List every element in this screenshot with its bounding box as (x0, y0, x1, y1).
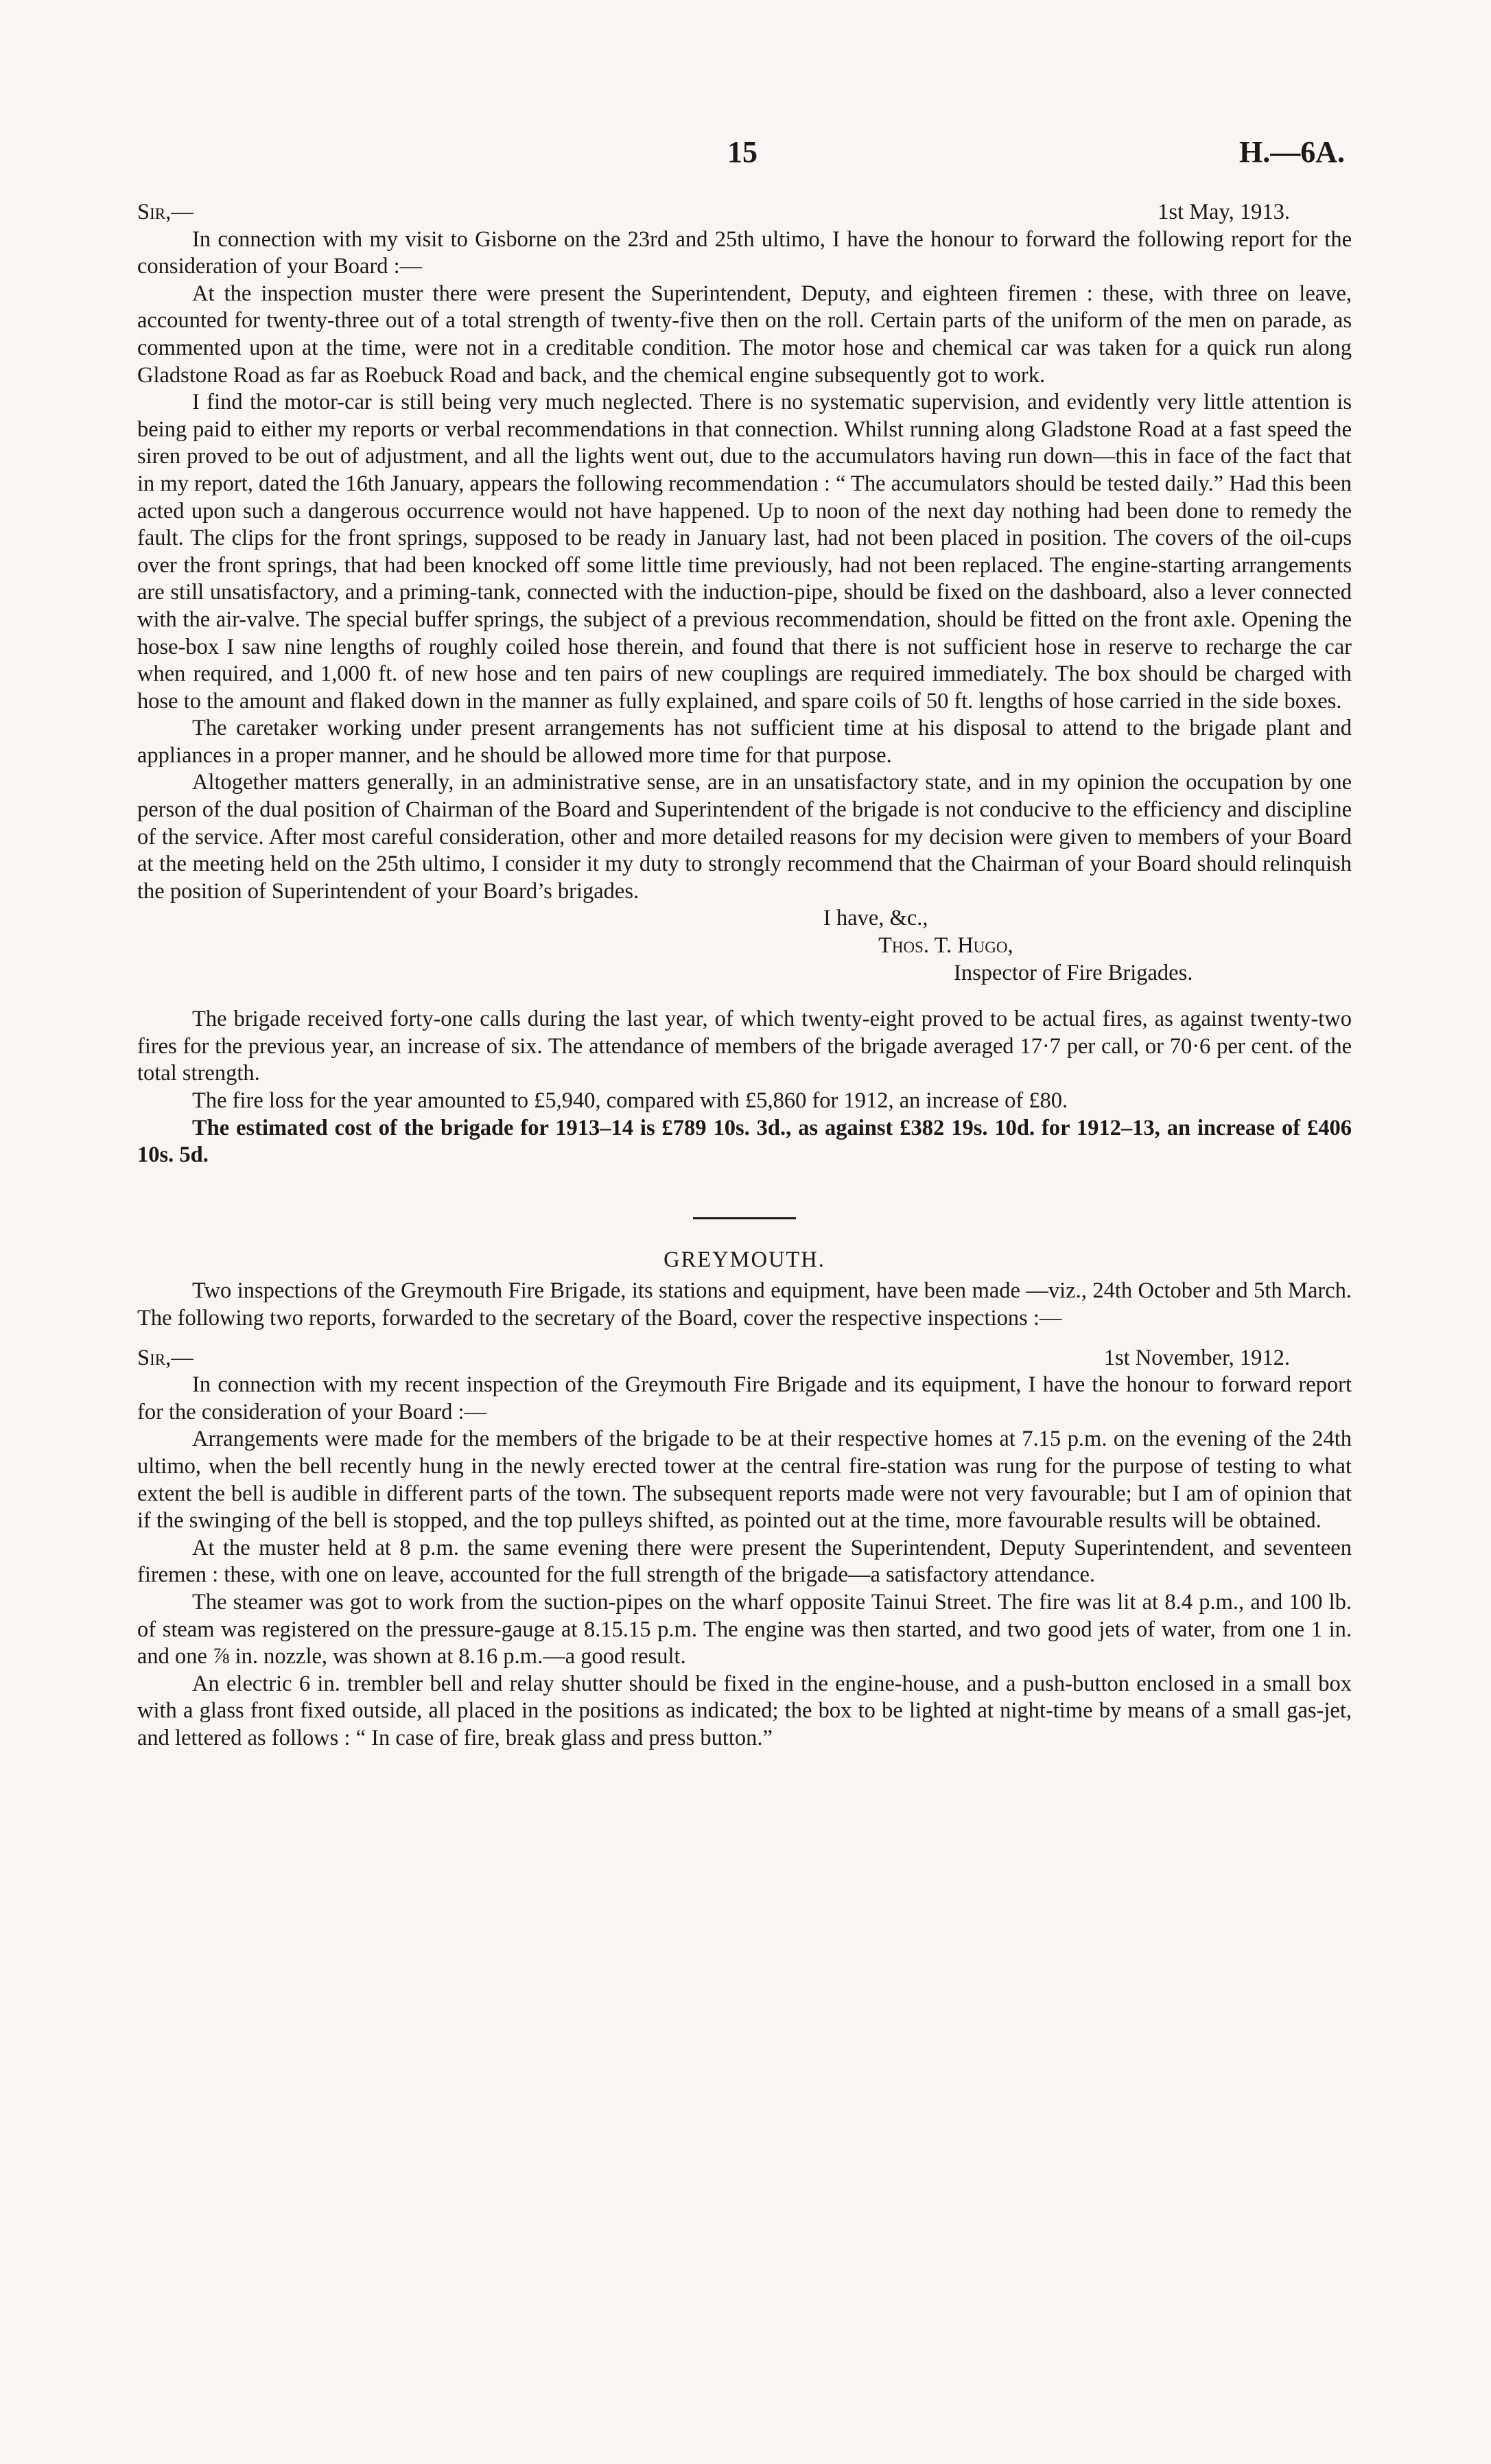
page-body (137, 199, 1352, 1752)
section-divider (693, 1217, 796, 1219)
summary-paragraph-2: The fire loss for the year amounted to £5,940, compared with £5,860 for 1912, an increase of £80. (192, 1088, 1068, 1113)
document-code: H.—6A. (1239, 135, 1345, 169)
letter1-signature: Thos. T. Hugo, (878, 933, 1013, 959)
summary-paragraph-1: The brigade received forty-one calls during the last year, of which twenty-eight proved to be actual fires, as against twenty-two fires for the previous year, an increase of six. The attendance of members of the brigade averaged 17·7 per call, or 70·6 per cent. of the total strength. (137, 1007, 1352, 1086)
letter1-salutation: Sir,— (137, 200, 193, 224)
letter2-paragraph-4: The steamer was got to work from the suction-pipes on the wharf opposite Tainui Street. The fire was lit at 8.4 p.m., and 100 lb. of steam was registered on the pressure-gauge at 8.15.15 p.m. The engine was then started, and two good jets of water, from one 1 in. and one ⅞ in. nozzle, was shown at 8.16 p.m.—a good result. (137, 1589, 1352, 1669)
letter2-paragraph-2: Arrangements were made for the members of the brigade to be at their respective homes at 7.15 p.m. on the evening of the 24th ultimo, when the bell recently hung in the newly erected tower at the central fire-station was rung for the purpose of testing to what extent the bell is audible in different parts of the town. The subsequent reports made were not very favourable; but I am of opinion that if the swinging of the bell is stopped, and the top pulleys shifted, as pointed out at the time, more favourable results will be obtained. (137, 1427, 1352, 1534)
summary-cost-paragraph: The estimated cost of the brigade for 1913–14 is £789 10s. 3d., as against £382 19s. 10d. for 1912–13, an increase of £406 10s. 5d. (137, 1115, 1352, 1168)
page-header (137, 134, 1359, 183)
letter1-paragraph-3: I find the motor-car is still being very much neglected. There is no systematic supervision, and evidently very little attention is being paid to either my reports or verbal recommendations in that connection. Whilst running along Gladstone Road at a fast speed the siren proved to be out of adjustment, and all the lights went out, due to the accumulators having run down—this in face of the fact that in my report, dated the 16th January, appears the following recommendation : “ The accumulators should be tested daily.” Had this been acted upon such a dangerous occurrence would not have happened. Up to noon of the next day nothing had been done to remedy the fault. The clips for the front springs, supposed to be ready in January last, had not been placed in position. The covers of the oil-cups over the front springs, that had been knocked off some little time previously, had not been replaced. The engine-starting arrangements are still unsatisfactory, and a priming-tank, connected with the induction-pipe, should be fixed on the dashboard, also a lever connected with the air-valve. The special buffer springs, the subject of a previous recommendation, should be fitted on the front axle. Opening the hose-box I saw nine lengths of roughly coiled hose therein, and found that there is not sufficient hose in reserve to recharge the car when required, and 1,000 ft. of new hose and ten pairs of new couplings are required immediately. The box should be charged with hose to the amount and flaked down in the manner as fully explained, and spare coils of 50 ft. lengths of hose carried in the side boxes. (137, 390, 1352, 714)
letter1-signature-title: Inspector of Fire Brigades. (954, 960, 1193, 985)
page-number: 15 (727, 135, 758, 169)
greymouth-intro: Two inspections of the Greymouth Fire Brigade, its stations and equipment, have been made —viz., 24th October and 5th March. The following two reports, forwarded to the secretary of the Board, cover the respective inspections :— (137, 1278, 1352, 1330)
letter2-paragraph-5: An electric 6 in. trembler bell and relay shutter should be fixed in the engine-house, and a push-button enclosed in a small box with a glass front fixed outside, all placed in the positions as indicated; the box to be lighted at night-time by means of a small gas-jet, and lettered as follows : “ In case of fire, break glass and press button.” (137, 1671, 1352, 1750)
letter1-heading (137, 199, 1352, 226)
letter1-closing: I have, &c., (823, 906, 928, 931)
letter2-paragraph-1: In connection with my recent inspection of the Greymouth Fire Brigade and its equipment, I have the honour to forward report for the consideration of your Board :— (137, 1372, 1352, 1424)
letter1-paragraph-2: At the inspection muster there were present the Superintendent, Deputy, and eighteen firemen : these, with three on leave, accounted for twenty-three out of a total strength of twenty-five then on the roll. Certain parts of the uniform of the men on parade, as commented upon at the time, were not in a creditable condition. The motor hose and chemical car was taken for a quick run along Gladstone Road as far as Roebuck Road and back, and the chemical engine subsequently got to work. (137, 281, 1352, 388)
letter2-salutation: Sir,— (137, 1345, 193, 1370)
letter2-paragraph-3: At the muster held at 8 p.m. the same evening there were present the Superintendent, Deputy Superintendent, and seventeen firemen : these, with one on leave, accounted for the full strength of the brigade—a satisfactory attendance. (137, 1535, 1352, 1588)
letter1-paragraph-4: The caretaker working under present arrangements has not sufficient time at his disposal to attend to the brigade plant and appliances in a proper manner, and he should be allowed more time for that purpose. (137, 716, 1352, 768)
letter1-date: 1st May, 1913. (1158, 200, 1290, 224)
section-heading-greymouth: GREYMOUTH. (664, 1247, 825, 1272)
letter2-heading (137, 1345, 1352, 1372)
letter1-paragraph-1: In connection with my visit to Gisborne on the 23rd and 25th ultimo, I have the honour to forward the following report for the consideration of your Board :— (137, 226, 1352, 279)
letter2-date: 1st November, 1912. (1103, 1345, 1290, 1370)
letter1-signature-block (137, 905, 1352, 987)
letter1-paragraph-5: Altogether matters generally, in an administrative sense, are in an unsatisfactory state, and in my opinion the occupation by one person of the dual position of Chairman of the Board and Superintendent of the brigade is not conducive to the efficiency and discipline of the service. After most careful consideration, other and more detailed reasons for my decision were given to members of your Board at the meeting held on the 25th ultimo, I consider it my duty to strongly recommend that the Chairman of your Board should relinquish the position of Superintendent of your Board’s brigades. (137, 770, 1352, 904)
